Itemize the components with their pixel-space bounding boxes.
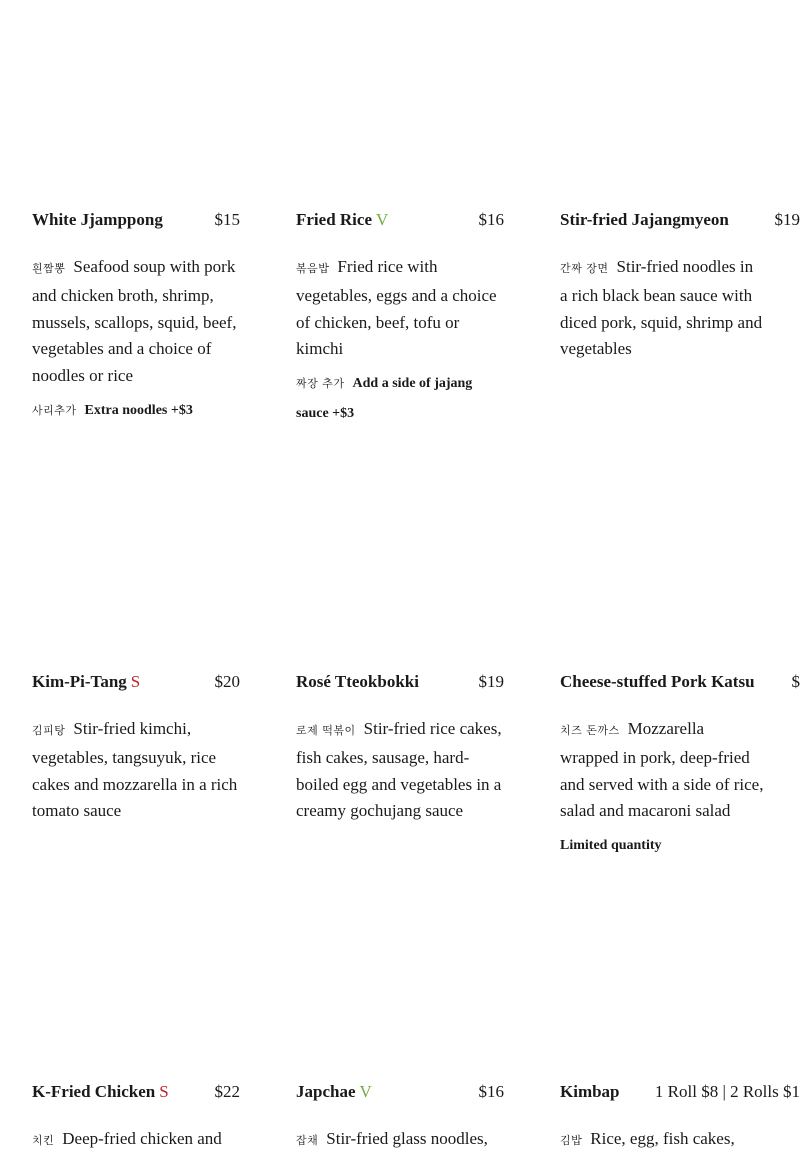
- menu-item-cheese-stuffed-pork-katsu: [560, 672, 800, 861]
- menu-item-name: K-Fried Chicken S: [32, 1082, 169, 1102]
- korean-name: 치즈 돈까스: [560, 724, 620, 737]
- menu-item-name: Stir-fried Jajangmyeon: [560, 210, 729, 230]
- menu-item-description: 잡채 Stir-fried glass noodles,: [296, 1126, 504, 1155]
- menu-item-description: 김밥 Rice, egg, fish cakes,: [560, 1126, 764, 1155]
- menu-item-white-jjamppong: [32, 210, 240, 426]
- menu-item-name: Cheese-stuffed Pork Katsu: [560, 672, 755, 692]
- addon-korean: 사리추가: [32, 404, 77, 417]
- menu-item-description: 로제 떡볶이 Stir-fried rice cakes, fish cakes, sausage, hard-boiled egg and vegetables in a creamy gochujang sauce: [296, 716, 504, 825]
- menu-item-japchae: [296, 1082, 504, 1155]
- korean-name: 볶음밥: [296, 262, 329, 275]
- korean-name: 잡채: [296, 1134, 318, 1147]
- spicy-badge: S: [131, 672, 140, 691]
- menu-item-name: Rosé Tteokbokki: [296, 672, 419, 692]
- korean-name: 김밥: [560, 1134, 582, 1147]
- menu-item-header: [296, 210, 504, 230]
- menu-item-rose-tteokbokki: [296, 672, 504, 825]
- menu-item-price: $22: [215, 1082, 241, 1102]
- menu-item-name: Japchae V: [296, 1082, 372, 1102]
- menu-item-fried-rice: [296, 210, 504, 429]
- menu-item-price: $19: [479, 672, 505, 692]
- menu-item-price: $16: [479, 1082, 505, 1102]
- korean-name: 흰짬뽕: [32, 262, 65, 275]
- menu-item-price: $: [792, 672, 800, 692]
- menu-item-name: Fried Rice V: [296, 210, 388, 230]
- korean-name: 김피탕: [32, 724, 65, 737]
- menu-item-addon: 짜장 추가 Add a side of jajang sauce +$3: [296, 369, 504, 429]
- menu-item-header: [560, 672, 800, 692]
- menu-item-description: 치킨 Deep-fried chicken and: [32, 1126, 240, 1155]
- menu-item-kimbap: [560, 1082, 800, 1155]
- menu-item-price: $19: [775, 210, 800, 230]
- menu-item-header: [560, 210, 800, 230]
- menu-item-price: 1 Roll $8 | 2 Rolls $1: [655, 1082, 800, 1102]
- vegetarian-badge: V: [376, 210, 388, 229]
- menu-item-header: [32, 210, 240, 230]
- menu-item-name: Kim-Pi-Tang S: [32, 672, 140, 692]
- menu-item-description: 치즈 돈까스 Mozzarella wrapped in pork, deep-fried and served with a side of rice, salad and macaroni salad: [560, 716, 764, 825]
- menu-item-description: 김피탕 Stir-fried kimchi, vegetables, tangsuyuk, rice cakes and mozzarella in a rich tomato sauce: [32, 716, 240, 825]
- menu-item-name: Kimbap: [560, 1082, 620, 1102]
- menu-item-description: 볶음밥 Fried rice with vegetables, eggs and a choice of chicken, beef, tofu or kimchi: [296, 254, 504, 363]
- vegetarian-badge: V: [360, 1082, 372, 1101]
- menu-item-header: [296, 1082, 504, 1102]
- menu-item-k-fried-chicken: [32, 1082, 240, 1155]
- addon-korean: 짜장 추가: [296, 377, 345, 390]
- menu-item-header: [32, 672, 240, 692]
- menu-item-price: $20: [215, 672, 241, 692]
- spicy-badge: S: [159, 1082, 168, 1101]
- menu-item-stir-fried-jajangmyeon: [560, 210, 800, 363]
- korean-name: 치킨: [32, 1134, 54, 1147]
- menu-item-price: $16: [479, 210, 505, 230]
- menu-item-header: [296, 672, 504, 692]
- korean-name: 간짜 장면: [560, 262, 609, 275]
- menu-item-price: $15: [215, 210, 241, 230]
- menu-item-description: 흰짬뽕 Seafood soup with pork and chicken broth, shrimp, mussels, scallops, squid, beef, vegetables and a choice of noodles or rice: [32, 254, 240, 390]
- menu-item-header: [560, 1082, 800, 1102]
- menu-item-name: White Jjamppong: [32, 210, 163, 230]
- menu-item-header: [32, 1082, 240, 1102]
- korean-name: 로제 떡볶이: [296, 724, 356, 737]
- menu-item-addon: 사리추가 Extra noodles +$3: [32, 396, 240, 426]
- menu-item-description: 간짜 장면 Stir-fried noodles in a rich black bean sauce with diced pork, squid, shrimp and vegetables: [560, 254, 764, 363]
- menu-item-kim-pi-tang: [32, 672, 240, 825]
- menu-item-note: Limited quantity: [560, 831, 768, 861]
